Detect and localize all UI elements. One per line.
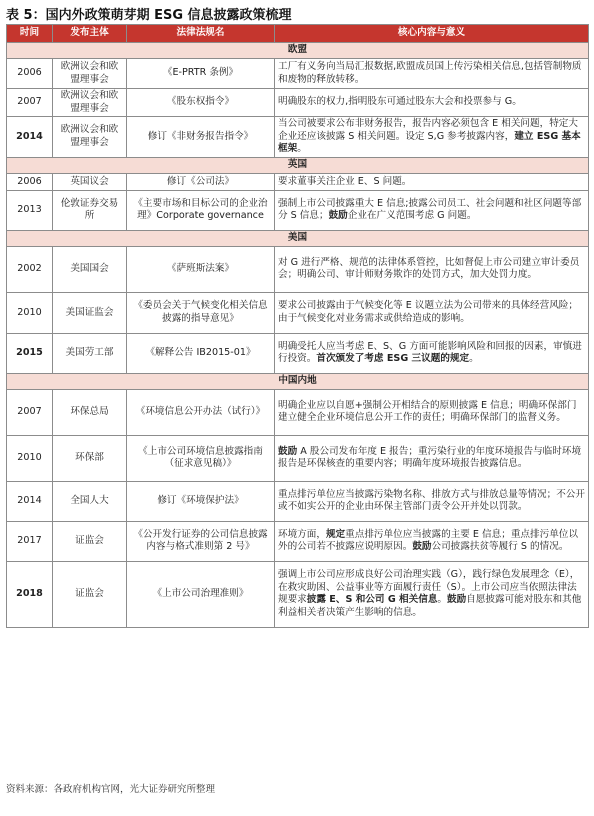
table-row: [7, 389, 589, 435]
issuer-cell: 环保总局: [53, 389, 127, 435]
table-row: [7, 89, 589, 117]
law-cell: 《股东权指令》: [127, 89, 275, 117]
content-cell: 要求董事关注企业 E、S 问题。: [275, 173, 589, 190]
issuer-cell: 美国劳工部: [53, 333, 127, 373]
table-header-row: [7, 25, 589, 43]
table-row: [7, 59, 589, 89]
content-cell: 对 G 进行严格、规范的法律体系管控，比如督促上市公司建立审计委员会；明确公司、审计师财务欺诈的处罚方式，加大处罚力度。: [275, 246, 589, 292]
year-cell: 2018: [7, 561, 53, 627]
year-cell: 2014: [7, 481, 53, 521]
content-cell: 要求公司披露由于气候变化等 E 议题立法为公司带来的具体经营风险；由于气候变化对业务需求或供给造成的影响。: [275, 292, 589, 333]
year-cell: 2002: [7, 246, 53, 292]
law-cell: 《上市公司环境信息披露指南（征求意见稿）》: [127, 435, 275, 481]
table-title: 表 5：国内外政策萌芽期 ESG 信息披露政策梳理: [6, 8, 292, 23]
issuer-cell: 环保部: [53, 435, 127, 481]
issuer-cell: 欧洲议会和欧盟理事会: [53, 89, 127, 117]
year-cell: 2006: [7, 173, 53, 190]
year-cell: 2007: [7, 389, 53, 435]
year-cell: 2014: [7, 117, 53, 158]
law-cell: 《委员会关于气候变化相关信息披露的指导意见》: [127, 292, 275, 333]
table-row: [7, 190, 589, 230]
table-row: [7, 561, 589, 627]
section-row: [7, 43, 589, 59]
section-title: 欧盟: [7, 43, 589, 59]
law-cell: 修订《公司法》: [127, 173, 275, 190]
issuer-cell: 全国人大: [53, 481, 127, 521]
law-cell: 《萨班斯法案》: [127, 246, 275, 292]
content-cell: 强制上市公司披露重大 E 信息;披露公司员工、社会问题和社区问题等部分 S 信息；鼓励企业在广义范围考虑 G 问题。: [275, 190, 589, 230]
issuer-cell: 英国议会: [53, 173, 127, 190]
table-row: [7, 173, 589, 190]
law-cell: 修订《环境保护法》: [127, 481, 275, 521]
source-note: 资料来源：各政府机构官网，光大证券研究所整理: [6, 784, 216, 795]
law-cell: 《环境信息公开办法（试行）》: [127, 389, 275, 435]
section-title: 中国内地: [7, 373, 589, 389]
law-cell: 《上市公司治理准则》: [127, 561, 275, 627]
table-row: [7, 481, 589, 521]
table-row: [7, 117, 589, 158]
issuer-cell: 伦敦证券交易所: [53, 190, 127, 230]
law-cell: 《公开发行证券的公司信息披露内容与格式准则第 2 号》: [127, 521, 275, 561]
table-row: [7, 246, 589, 292]
section-row: [7, 373, 589, 389]
content-cell: 重点排污单位应当披露污染物名称、排放方式与排放总量等情况；不公开或不如实公开的企业由环保主管部门责令公开并处以罚款。: [275, 481, 589, 521]
year-cell: 2010: [7, 435, 53, 481]
table-row: [7, 333, 589, 373]
content-cell: 明确股东的权力,指明股东可通过股东大会和投票参与 G。: [275, 89, 589, 117]
law-cell: 《解释公告 IB2015-01》: [127, 333, 275, 373]
content-cell: 鼓励 A 股公司发布年度 E 报告；重污染行业的年度环境报告与临时环境报告是环保核查的重要内容；明确年度环境报告披露信息。: [275, 435, 589, 481]
section-title: 美国: [7, 230, 589, 246]
table-row: [7, 292, 589, 333]
content-cell: 工厂有义务向当局汇报数据,欧盟成员国上传污染相关信息,包括管制物质和废物的释放转移。: [275, 59, 589, 89]
year-cell: 2017: [7, 521, 53, 561]
year-cell: 2010: [7, 292, 53, 333]
header-year: 时间: [7, 25, 53, 43]
content-cell: 明确企业应以自愿+强制公开相结合的原则披露 E 信息；明确环保部门建立健全企业环境信息公开工作的责任；明确环保部门的监督义务。: [275, 389, 589, 435]
header-content: 核心内容与意义: [275, 25, 589, 43]
header-law: 法律法规名: [127, 25, 275, 43]
table-row: [7, 521, 589, 561]
law-cell: 《主要市场和目标公司的企业治理》Corporate governance: [127, 190, 275, 230]
section-title: 英国: [7, 157, 589, 173]
issuer-cell: 证监会: [53, 521, 127, 561]
table-body: [7, 43, 589, 628]
content-cell: 明确受托人应当考虑 E、S、G 方面可能影响风险和回报的因素，审慎进行投资。首次颁发了考虑 ESG 三议题的规定。: [275, 333, 589, 373]
section-row: [7, 230, 589, 246]
issuer-cell: 美国国会: [53, 246, 127, 292]
year-cell: 2013: [7, 190, 53, 230]
issuer-cell: 美国证监会: [53, 292, 127, 333]
issuer-cell: 证监会: [53, 561, 127, 627]
issuer-cell: 欧洲议会和欧盟理事会: [53, 117, 127, 158]
year-cell: 2007: [7, 89, 53, 117]
issuer-cell: 欧洲议会和欧盟理事会: [53, 59, 127, 89]
section-row: [7, 157, 589, 173]
content-cell: 环境方面，规定重点排污单位应当披露的主要 E 信息；重点排污单位以外的公司若不披露应说明原因。鼓励公司披露扶贫等履行 S 的情况。: [275, 521, 589, 561]
content-cell: 强调上市公司应形成良好公司治理实践（G），践行绿色发展理念（E），在救灾助困、公益事业等方面履行责任（S）。上市公司应当依照法律法规要求披露 E、S 和公司 G 相关信息。鼓励自愿披露可能对股东和其他利益相关者决策产生影响的信息。: [275, 561, 589, 627]
content-cell: 当公司被要求公布非财务报告，报告内容必须包含 E 相关问题，特定大企业还应该披露 S 相关问题。设定 S,G 参考披露内容，建立 ESG 基本框架。: [275, 117, 589, 158]
table-row: [7, 435, 589, 481]
esg-policy-table: [6, 24, 589, 628]
year-cell: 2006: [7, 59, 53, 89]
law-cell: 《E-PRTR 条例》: [127, 59, 275, 89]
law-cell: 修订《非财务报告指令》: [127, 117, 275, 158]
year-cell: 2015: [7, 333, 53, 373]
header-issuer: 发布主体: [53, 25, 127, 43]
